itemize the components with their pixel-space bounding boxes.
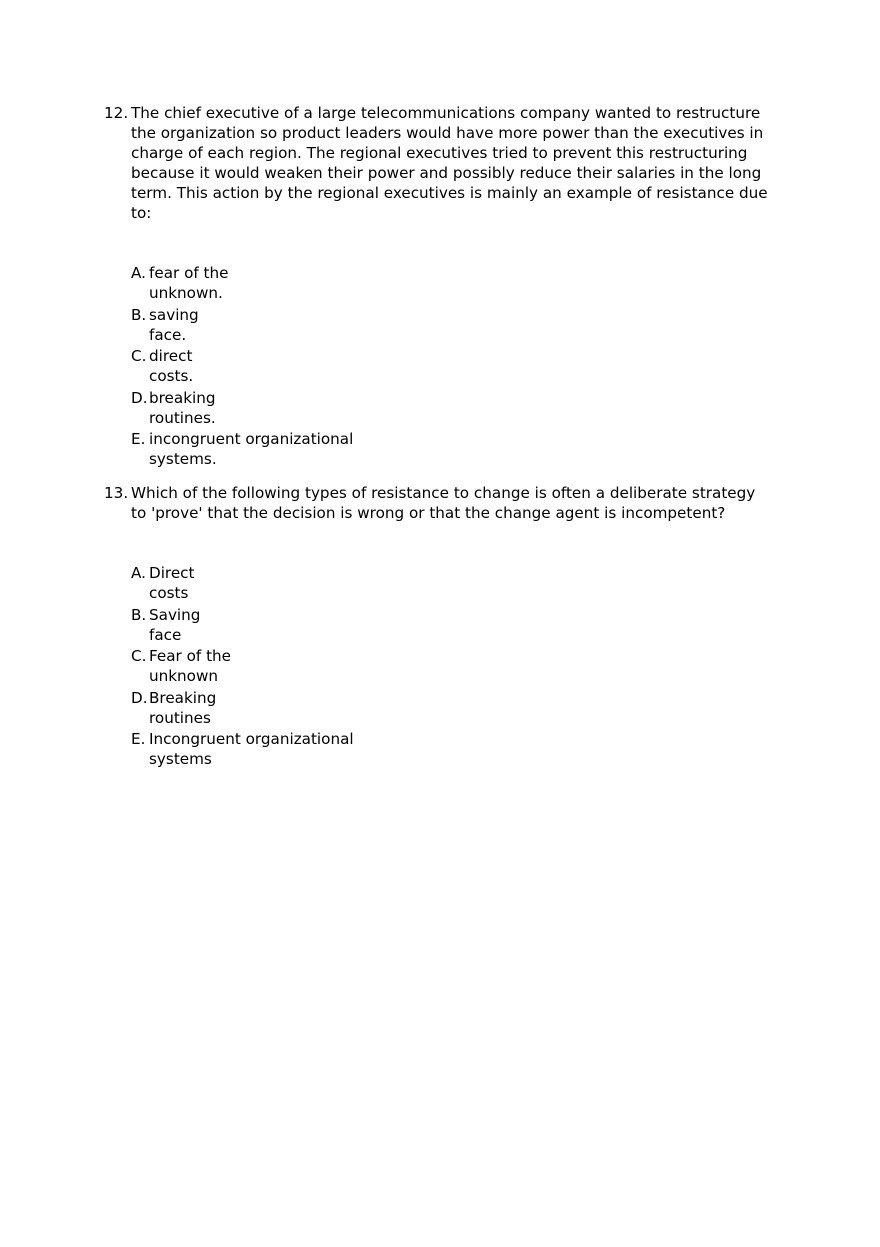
option-text	[149, 429, 353, 469]
option-text-line: costs	[149, 584, 189, 602]
option-text-line: routines.	[149, 408, 216, 427]
option-b	[131, 605, 354, 645]
option-text	[149, 263, 228, 303]
option-e	[131, 429, 353, 469]
option-text-line: fear of the	[149, 264, 229, 282]
option-c	[131, 346, 353, 386]
option-text-line: saving	[149, 305, 199, 324]
option-text	[149, 388, 216, 428]
option-letter: A.	[131, 264, 146, 282]
option-text-line: systems.	[149, 450, 217, 468]
option-text	[149, 688, 216, 728]
question-12	[104, 103, 774, 223]
question-13-stem	[104, 483, 774, 523]
option-a	[131, 263, 353, 303]
option-a	[131, 563, 354, 603]
option-text-line: unknown	[149, 667, 219, 685]
option-letter: B.	[131, 305, 147, 324]
option-text-line: incongruent organizational	[149, 430, 354, 448]
question-number: 13.	[104, 484, 129, 502]
option-text-line: routines	[149, 708, 211, 727]
option-text	[149, 346, 193, 386]
option-letter: D.	[131, 388, 148, 407]
option-text-line: costs.	[149, 367, 194, 385]
option-text	[149, 729, 354, 769]
option-text-line: face.	[149, 325, 187, 344]
question-12-options	[131, 263, 353, 471]
option-letter: B.	[131, 605, 147, 624]
option-letter: C.	[131, 347, 147, 365]
option-text-line: Incongruent organizational	[149, 730, 354, 748]
option-text-line: systems	[149, 750, 212, 768]
option-text-line: Direct	[149, 564, 195, 582]
option-text	[149, 563, 194, 603]
question-13-options	[131, 563, 354, 771]
option-text-line: breaking	[149, 388, 216, 407]
question-text: Which of the following types of resistance to change is often a deliberate strategy to 'prove' that the decision is wrong or that the change agent is incompetent?	[131, 484, 756, 522]
option-text-line: direct	[149, 347, 193, 365]
option-c	[131, 646, 354, 686]
option-text-line: Fear of the	[149, 647, 232, 665]
option-text	[149, 605, 200, 645]
option-text	[149, 646, 231, 686]
question-text: The chief executive of a large telecommunications company wanted to restructure the organization so product leaders would have more power than the executives in charge of each region. The regional executives tried to prevent this restructuring because it would weaken their power and possibly reduce their salaries in the long term. This action by the regional executives is mainly an example of resistance due to:	[131, 104, 768, 222]
option-text-line: Saving	[149, 605, 201, 624]
option-d	[131, 388, 353, 428]
question-13	[104, 483, 774, 523]
option-letter: C.	[131, 647, 147, 665]
option-b	[131, 305, 353, 345]
option-letter: E.	[131, 430, 146, 448]
question-number: 12.	[104, 104, 129, 122]
option-letter: A.	[131, 564, 146, 582]
option-text-line: Breaking	[149, 688, 217, 707]
option-letter: D.	[131, 688, 148, 707]
question-12-stem	[104, 103, 774, 223]
option-text-line: face	[149, 625, 182, 644]
option-d	[131, 688, 354, 728]
option-letter: E.	[131, 730, 146, 748]
option-text	[149, 305, 199, 345]
option-e	[131, 729, 354, 769]
option-text-line: unknown.	[149, 284, 223, 302]
